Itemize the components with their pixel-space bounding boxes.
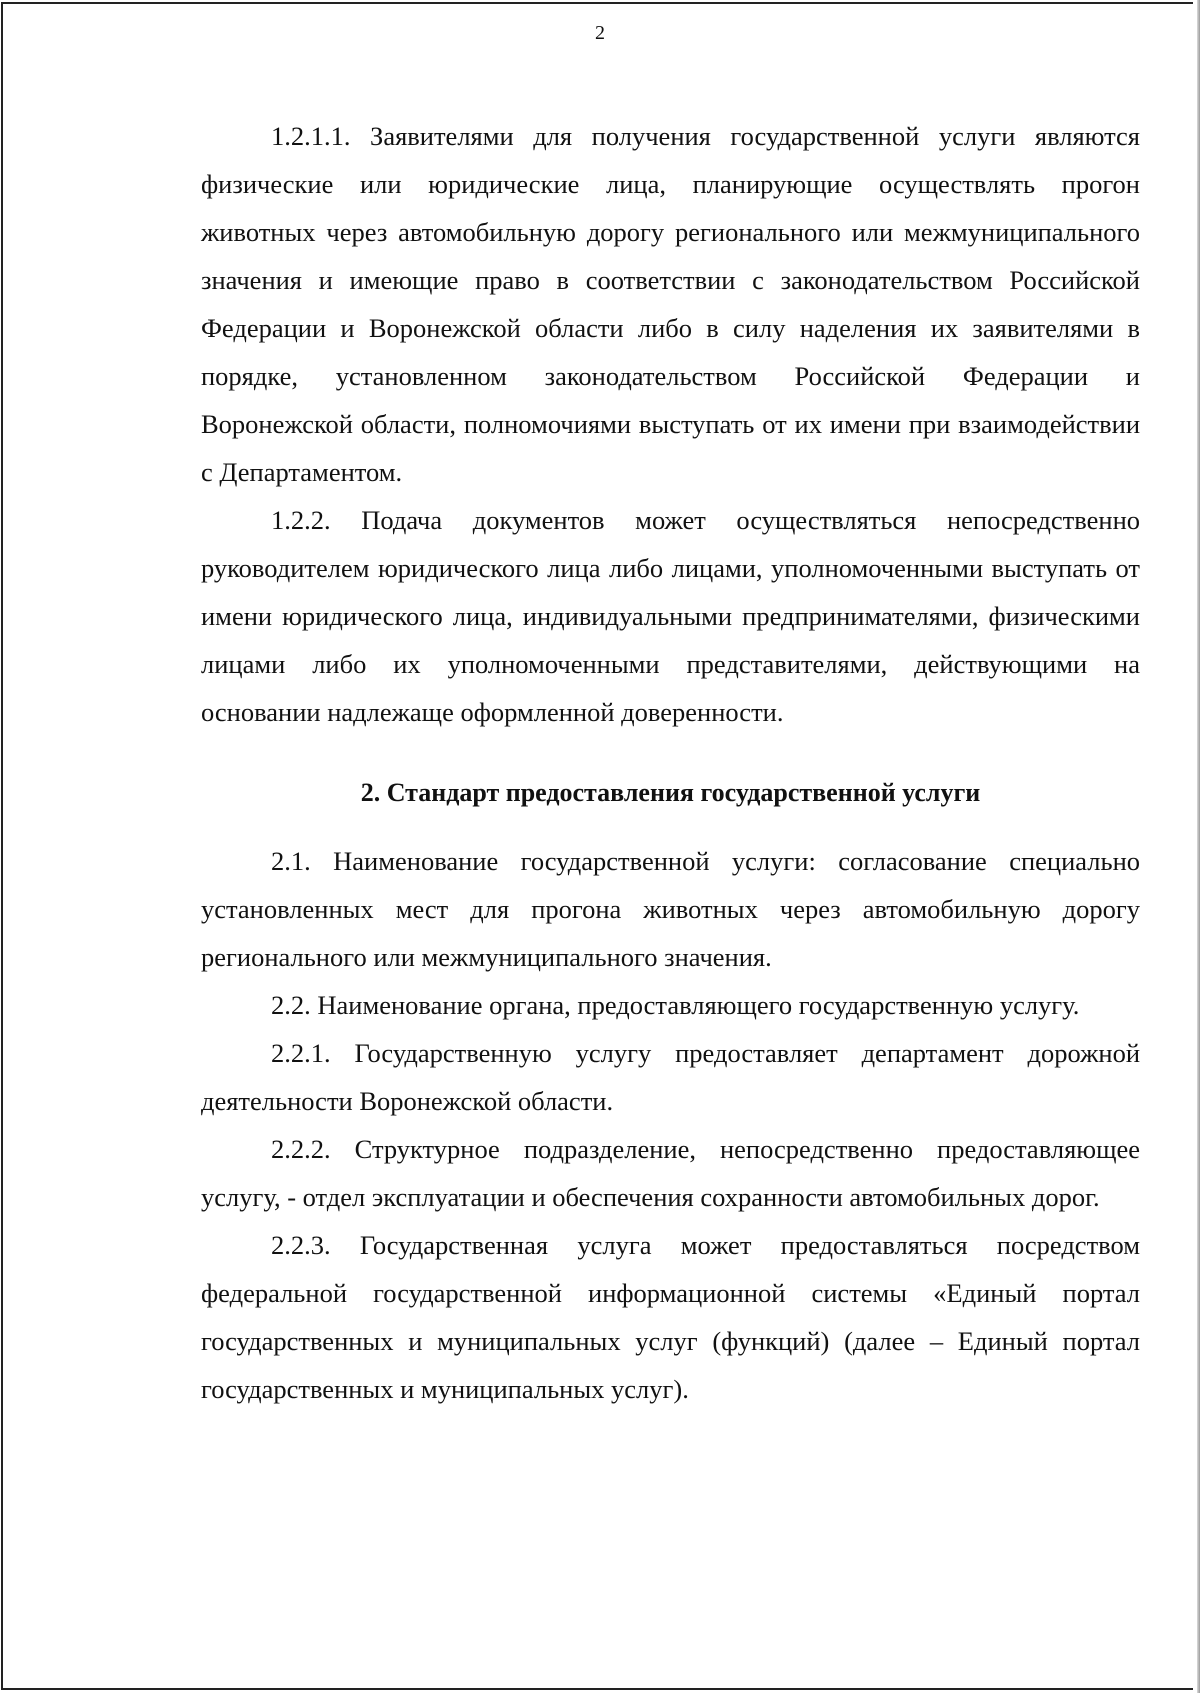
document-body bbox=[201, 112, 1140, 1413]
paragraph-1-2-2: 1.2.2. Подача документов может осуществляться непосредственно руководителем юридического лица либо лицами, уполномоченными выступать от имени юридического лица, индивидуальными предпринимателями, физическими лицами либо их уполномоченными представителями, действующими на основании надлежаще оформленной доверенности. bbox=[201, 505, 1140, 727]
paragraph-2-2-2: 2.2.2. Структурное подразделение, непосредственно предоставляющее услугу, - отдел эксплуатации и обеспечения сохранности автомобильных дорог. bbox=[201, 1134, 1140, 1212]
page-number: 2 bbox=[595, 22, 605, 44]
paragraph-2-1: 2.1. Наименование государственной услуги: согласование специально установленных мест для прогона животных через автомобильную дорогу регионального или межмуниципального значения. bbox=[201, 846, 1140, 972]
paragraph-2-2-3: 2.2.3. Государственная услуга может предоставляться посредством федеральной государственной информационной системы «Единый портал государственных и муниципальных услуг (функций) (далее – Единый портал государственных и муниципальных услуг). bbox=[201, 1230, 1140, 1404]
paragraph-2-2-1: 2.2.1. Государственную услугу предоставляет департамент дорожной деятельности Воронежской области. bbox=[201, 1038, 1140, 1116]
section-heading: 2. Стандарт предоставления государственной услуги bbox=[360, 778, 981, 807]
paragraph-1-2-1-1: 1.2.1.1. Заявителями для получения государственной услуги являются физические или юридические лица, планирующие осуществлять прогон животных через автомобильную дорогу регионального или межмуниципального значения и имеющие право в соответствии с законодательством Российской Федерации и Воронежской области либо в силу наделения их заявителями в порядке, установленном законодательством Российской Федерации и Воронежской области, полномочиями выступать от их имени при взаимодействии с Департаментом. bbox=[201, 121, 1140, 487]
paragraph-2-2: 2.2. Наименование органа, предоставляющего государственную услугу. bbox=[271, 990, 1080, 1020]
